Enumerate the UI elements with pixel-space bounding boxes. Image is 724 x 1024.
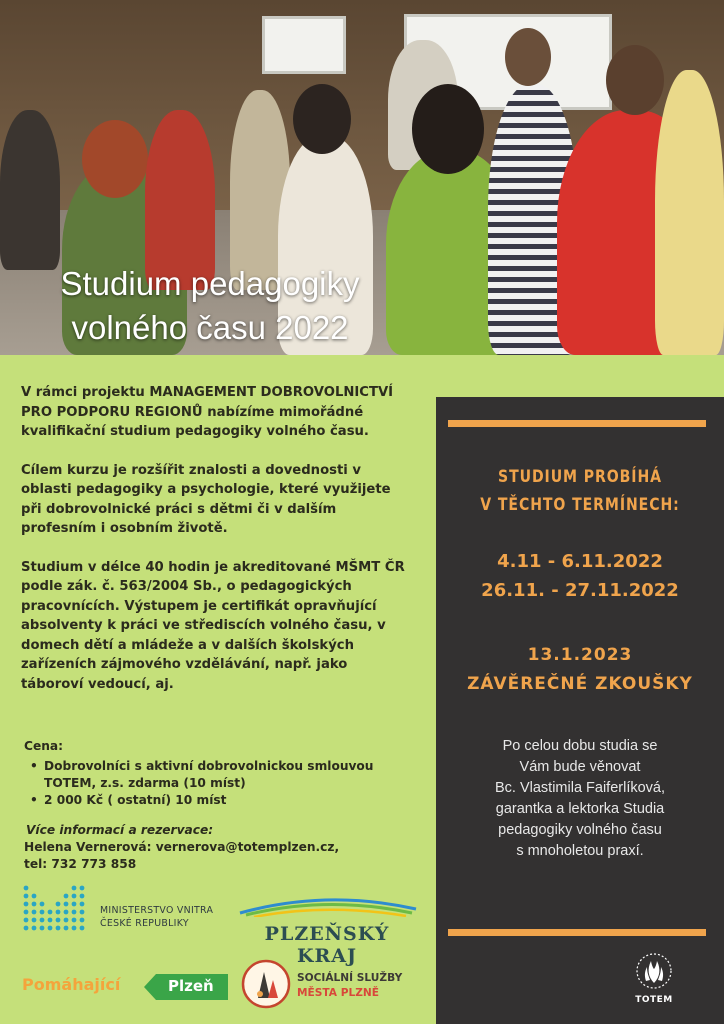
socialni-sluzby-text (297, 971, 402, 1001)
schedule-heading (448, 463, 713, 519)
ministry-logo (22, 884, 92, 938)
hero-photo (0, 0, 724, 355)
intro-paragraph: Studium v délce 40 hodin je akreditované MŠMT ČR podle zák. č. 563/2004 Sb., o pedagogických pracovnících. Výstupem je certifikát opravňující absolventy k práci ve střediscích volného času, v domech dětí a mládeže a v dalších školských zařízeních zájmového vzdělávání, např. jako táboroví vedoucí, aj. (21, 559, 405, 692)
plzen-badge-label: Plzeň (168, 977, 214, 995)
hero-title-line2: volného času 2022 (71, 309, 349, 346)
contact-heading: Více informací a rezervace: (26, 823, 214, 837)
ministry-dots-icon (22, 884, 92, 934)
photo-head (606, 45, 664, 115)
schedule-panel (436, 397, 724, 1024)
plzensky-kraj-arc-icon (232, 893, 422, 917)
accent-bar-bottom (448, 929, 706, 936)
lecturer-note-line: Vám bude věnovat (519, 759, 641, 775)
pomahajici-word: Pomáhající (22, 975, 121, 994)
lecturer-note-line: s mnoholetou praxí. (516, 843, 644, 859)
schedule-heading-line1: STUDIUM PROBÍHÁ (498, 467, 662, 487)
price-item: • 2 000 Kč ( ostatní) 10 míst (24, 792, 409, 809)
socialni-sluzby-logo (240, 958, 292, 1014)
socialni-sluzby-line2: MĚSTA PLZNĚ (297, 987, 379, 999)
contact-phone[interactable]: tel: 732 773 858 (24, 857, 137, 871)
price-item: • Dobrovolníci s aktivní dobrovolnickou smlouvou TOTEM, z.s. zdarma (10 míst) (24, 758, 409, 792)
schedule-date: 26.11. - 27.11.2022 (481, 580, 679, 601)
totem-logo-label: TOTEM (635, 995, 673, 1005)
lecturer-note (460, 736, 700, 862)
lecturer-note-line: Po celou dobu studia se (502, 738, 658, 754)
exam-label: ZÁVĚREČNÉ ZKOUŠKY (467, 674, 693, 694)
photo-person (655, 70, 724, 355)
intro-paragraph: Cílem kurzu je rozšířit znalosti a dovednosti v oblasti pedagogiky a psychologie, které využijete při dobrovolnické práci s dětmi či v dalším profesním i osobním životě. (21, 462, 391, 536)
socialni-sluzby-line1: SOCIÁLNÍ SLUŽBY (297, 972, 403, 984)
ministry-line1: MINISTERSTVO VNITRA (100, 905, 214, 916)
lecturer-note-line: Bc. Vlastimila Faiferlíková, (494, 780, 666, 796)
photo-head (293, 84, 351, 154)
exam-info (436, 641, 724, 699)
price-list (24, 758, 409, 809)
photo-head (82, 120, 148, 198)
photo-person (0, 110, 60, 270)
photo-head (505, 28, 551, 86)
contact-email[interactable]: Helena Vernerová: vernerova@totemplzen.cz, (24, 840, 340, 854)
contact-section (24, 822, 409, 873)
intro-paragraph: V rámci projektu MANAGEMENT DOBROVOLNICTVÍ PRO PODPORU REGIONŮ nabízíme mimořádné kvalifikační studium pedagogiky volného času. (21, 385, 394, 439)
lecturer-note-line: pedagogiky volného času (498, 822, 662, 838)
schedule-date: 4.11 - 6.11.2022 (497, 551, 663, 572)
schedule-heading-line2: V TĚCHTO TERMÍNECH: (480, 495, 680, 515)
photo-flipchart (262, 16, 346, 74)
totem-flame-icon (634, 953, 674, 989)
socialni-sluzby-emblem-icon (240, 958, 292, 1010)
exam-date: 13.1.2023 (527, 645, 633, 665)
lecturer-note-line: garantka a lektorka Studia (495, 801, 665, 817)
hero-title-line1: Studium pedagogiky (60, 265, 360, 302)
intro-text (21, 383, 406, 713)
ministry-line2: ČESKÉ REPUBLIKY (100, 918, 189, 929)
ministry-logo-text (100, 904, 213, 930)
schedule-dates (436, 547, 724, 605)
price-section (24, 738, 409, 809)
price-heading: Cena: (24, 739, 63, 753)
plzen-badge-icon (144, 974, 228, 1000)
hero-title (40, 262, 380, 350)
plzensky-kraj-logo (232, 893, 422, 967)
accent-bar-top (448, 420, 706, 427)
photo-head (412, 84, 484, 174)
plzensky-kraj-text: PLZEŇSKÝ KRAJ (264, 923, 390, 967)
totem-logo (624, 953, 684, 1005)
